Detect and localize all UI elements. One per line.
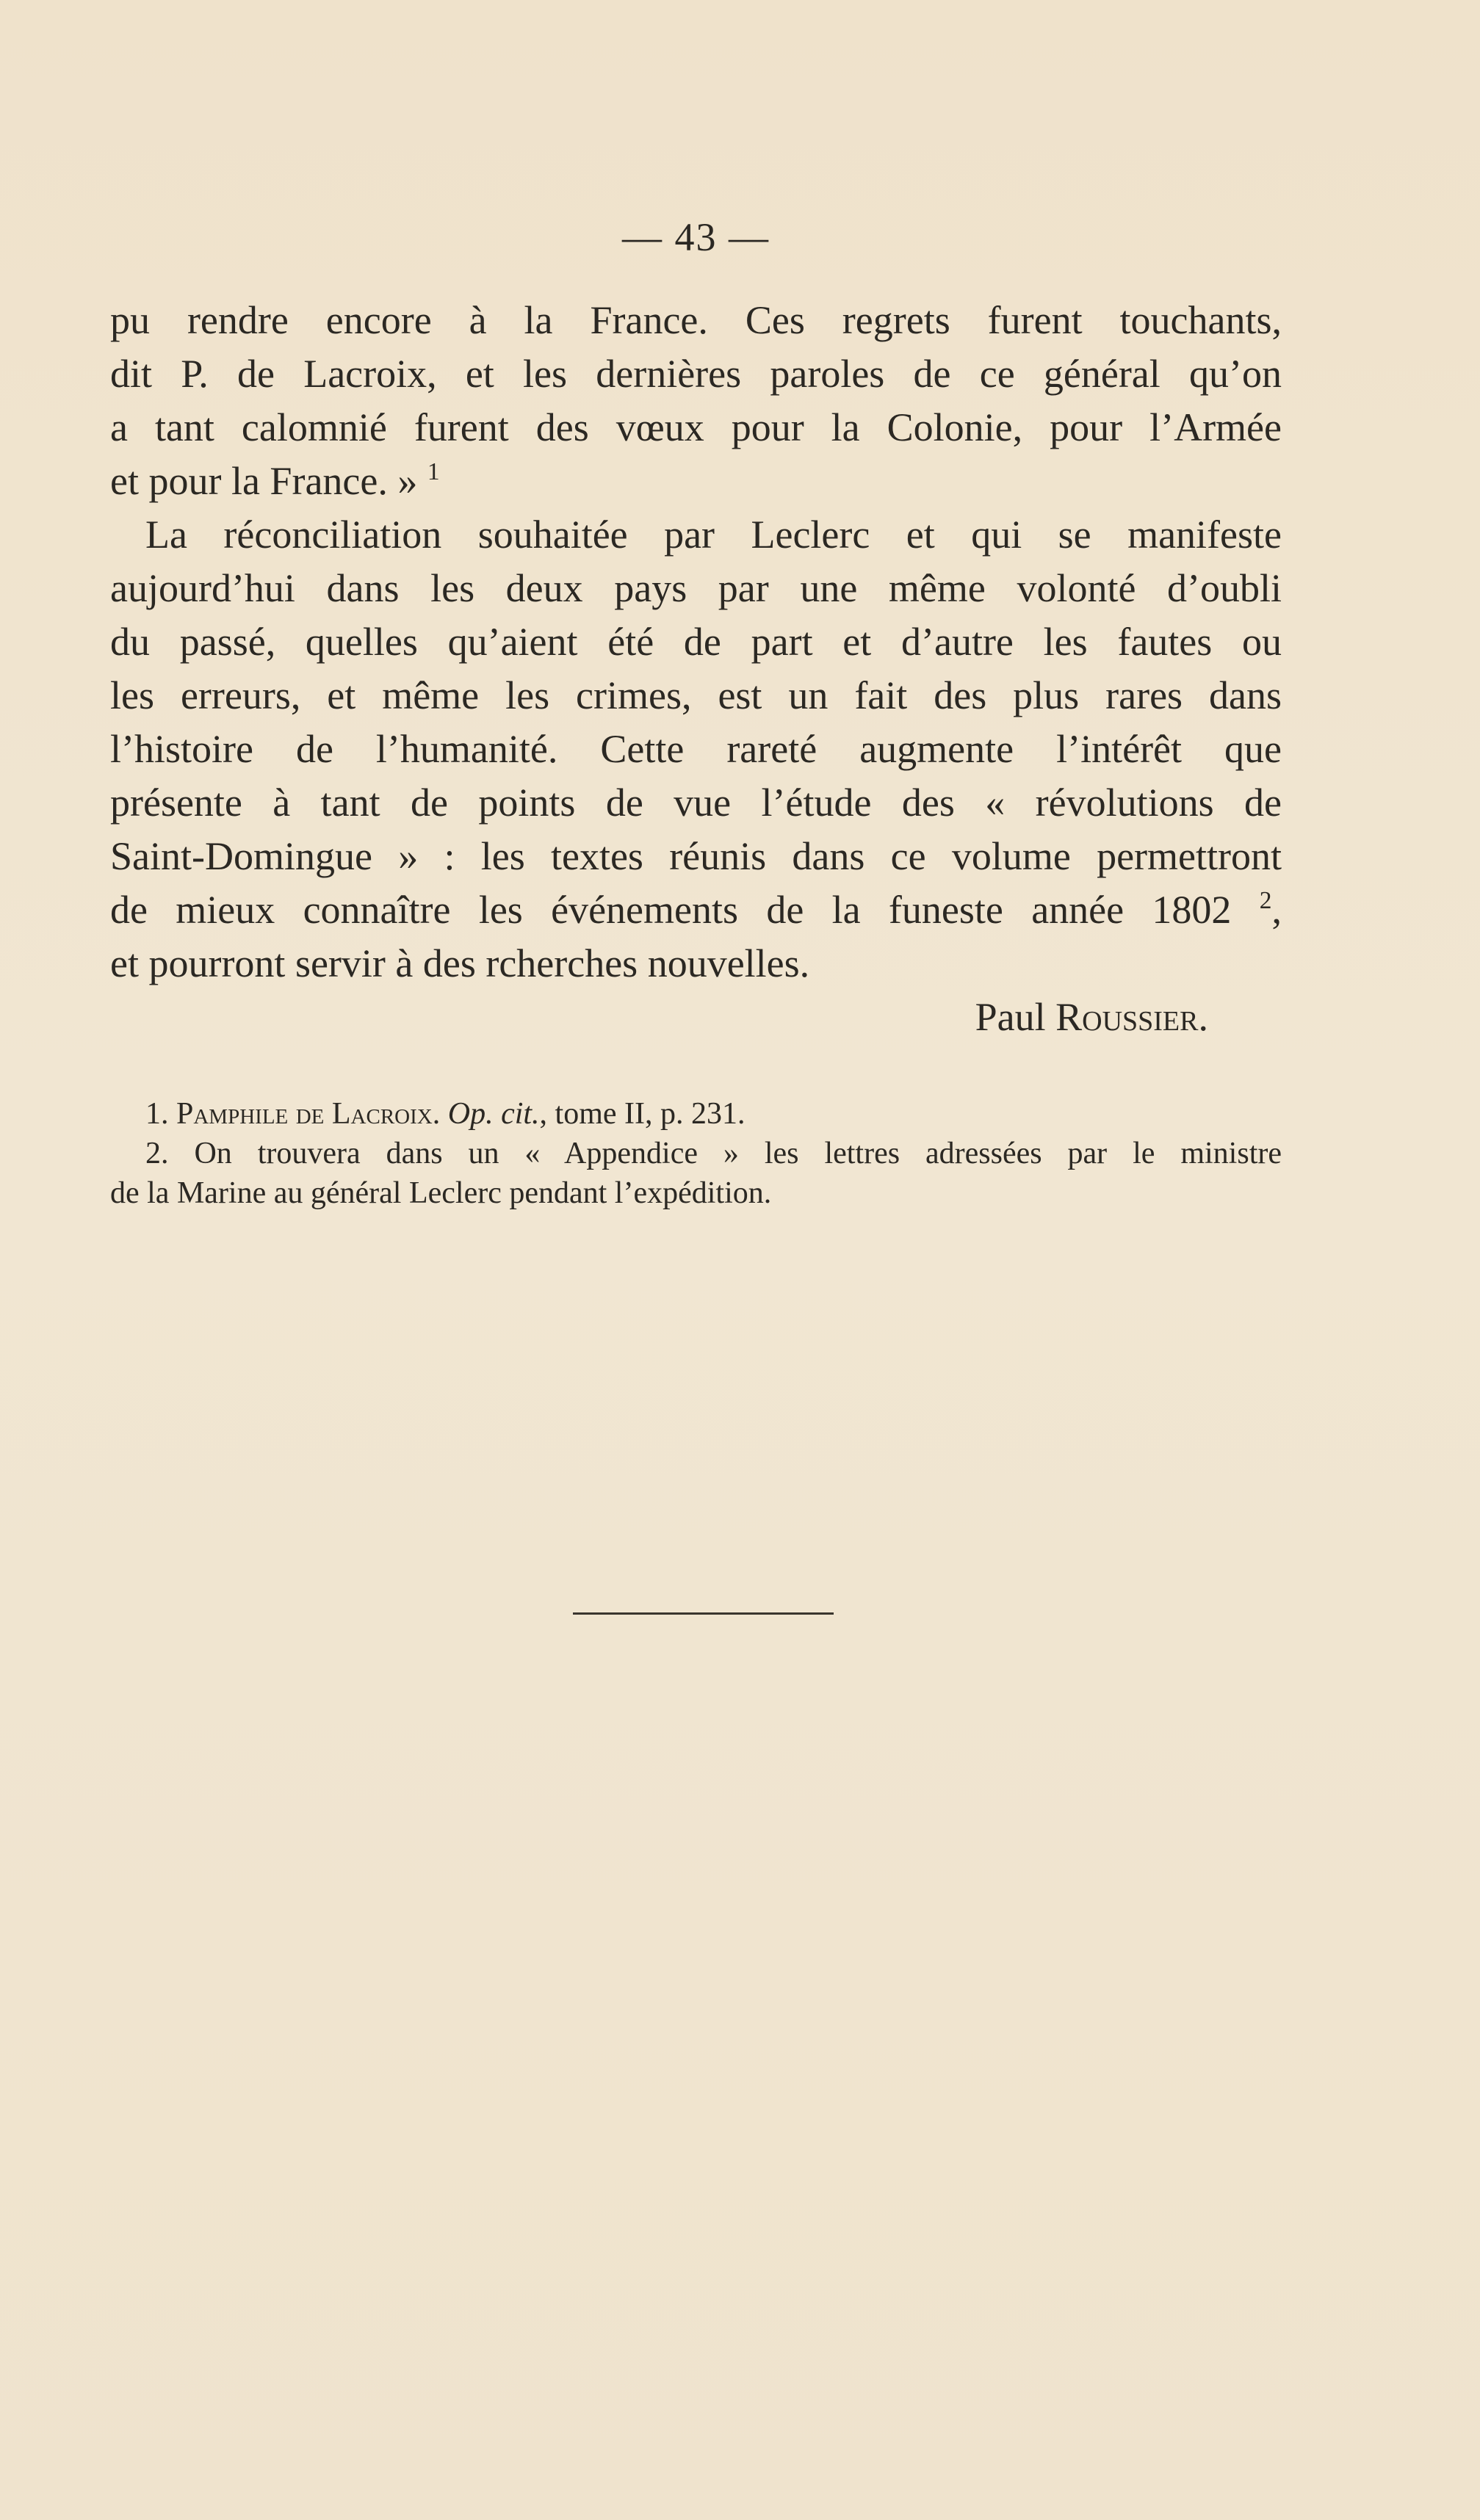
footnote-rest: , tome II, p. 231. [539,1097,746,1131]
text-line: et pourront servir à des rcherches nouvelles. [110,941,810,985]
text-line [110,883,1282,937]
signature-period: . [1198,995,1208,1039]
footnote-work: Op. cit. [447,1097,540,1131]
paragraph-2 [110,508,1282,991]
text-fragment: , [1271,888,1282,932]
signature-last-name: Roussier [1055,995,1199,1039]
text-line: a tant calomnié furent des vœux pour la Colonie, pour l’Armée [110,405,1282,449]
page-number: — 43 — [622,215,770,259]
footnote-number: 2. [145,1137,169,1170]
text-line: l’histoire de l’humanité. Cette rareté augmente l’intérêt que [110,727,1282,771]
paragraph-1 [110,294,1282,508]
text-fragment: de mieux connaître les événements de la funeste année 1802 [110,888,1232,932]
text-line: présente à tant de points de vue l’étude des « révolutions de [110,781,1282,825]
author-signature [110,991,1282,1044]
footnotes [110,1094,1282,1213]
text-line: La réconciliation souhaitée par Leclerc et qui se manifeste [145,513,1282,557]
footnote-ref-1: 1 [427,457,440,485]
footnote-1 [110,1094,1282,1134]
end-rule [573,1612,834,1615]
footnote-sep: . [432,1097,441,1131]
footnote-ref-2: 2 [1259,886,1272,914]
main-text [110,294,1282,1044]
text-line: pu rendre encore à la France. Ces regrets furent touchants, [110,298,1282,342]
footnote-2 [110,1134,1282,1173]
footnote-number: 1. [145,1097,169,1131]
text-line: Saint-Domingue » : les textes réunis dans ce volume permettront [110,834,1282,878]
footnote-author: Pamphile de Lacroix [176,1097,433,1131]
footnote-2-continuation: de la Marine au général Leclerc pendant l’expédition. [110,1176,772,1210]
text-line: dit P. de Lacroix, et les dernières paroles de ce général qu’on [110,352,1282,396]
text-line: aujourd’hui dans les deux pays par une même volonté d’oubli [110,566,1282,610]
text-line: les erreurs, et même les crimes, est un fait des plus rares dans [110,673,1282,717]
text-line: du passé, quelles qu’aient été de part et d’autre les fautes ou [110,620,1282,664]
signature-first-name: Paul [975,995,1046,1039]
text-fragment: et pour la France. » [110,459,418,503]
text-line [110,455,1282,508]
footnote-text: On trouvera dans un « Appendice » les lettres adressées par le ministre [194,1137,1282,1170]
